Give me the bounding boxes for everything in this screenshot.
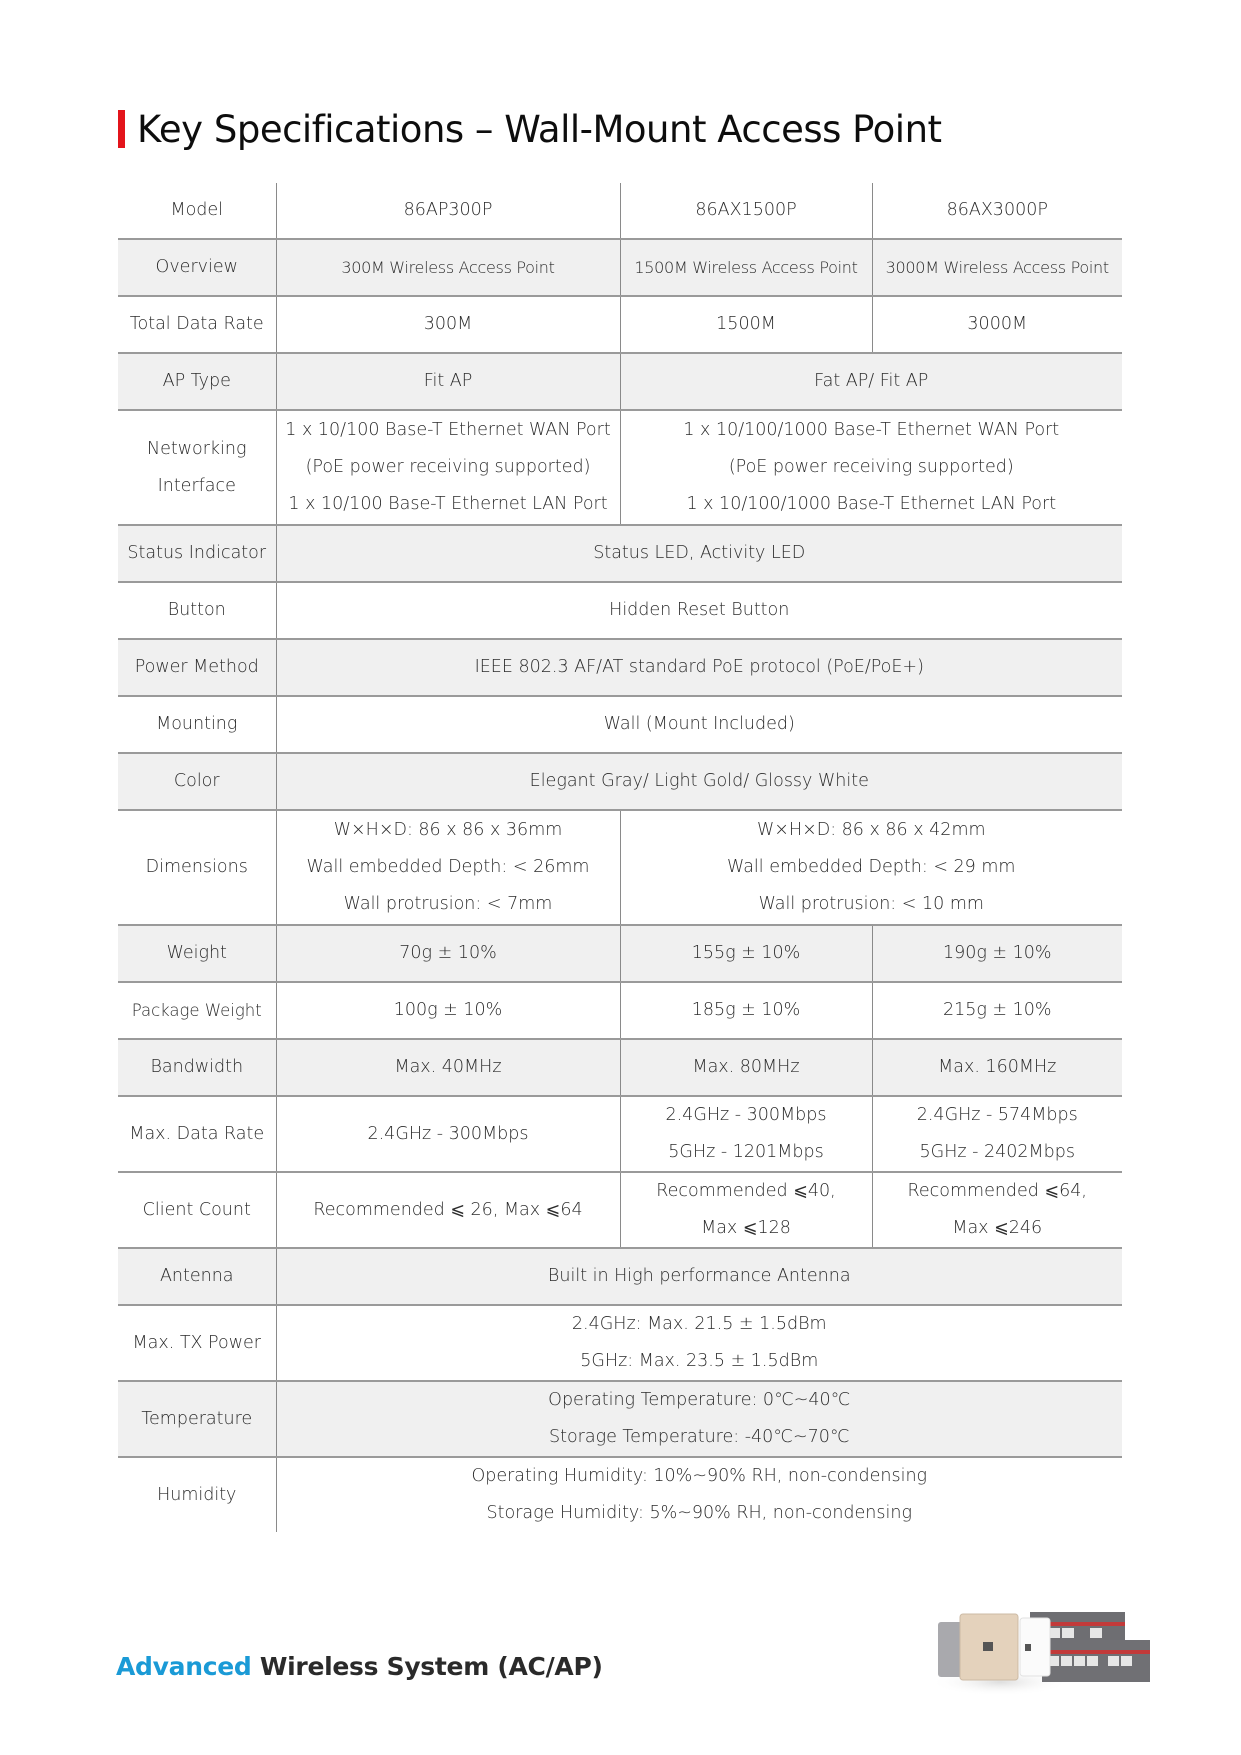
spec-cell: Fat AP/ Fit AP <box>620 353 1122 410</box>
spec-cell: 190g ± 10% <box>872 925 1122 982</box>
spec-line: 1 x 10/100 Base-T Ethernet LAN Port <box>288 494 608 514</box>
spec-cell: 185g ± 10% <box>620 982 872 1039</box>
spec-cell <box>620 1096 872 1172</box>
row-label: Max. TX Power <box>118 1305 276 1381</box>
row-model <box>118 183 1122 239</box>
spec-line: Recommended ⩽40, <box>656 1181 836 1201</box>
spec-cell <box>872 1172 1122 1248</box>
spec-line: Max ⩽246 <box>952 1218 1043 1238</box>
spec-line: Recommended ⩽ 26, Max ⩽64 <box>313 1199 583 1220</box>
row-temperature <box>118 1381 1122 1457</box>
row-networking-interface <box>118 410 1122 525</box>
spec-cell: 300M <box>276 296 620 353</box>
row-label: Model <box>118 183 276 239</box>
row-client-count <box>118 1172 1122 1248</box>
spec-cell <box>276 1457 1122 1532</box>
spec-table <box>118 183 1122 1532</box>
spec-line: W×H×D: 86 x 86 x 36mm <box>333 820 563 840</box>
model-cell: 86AP300P <box>276 183 620 239</box>
row-antenna <box>118 1248 1122 1305</box>
row-label: AP Type <box>118 353 276 410</box>
spec-line: Wall embedded Depth: < 26mm <box>306 857 590 877</box>
spec-cell: IEEE 802.3 AF/AT standard PoE protocol (PoE/PoE+) <box>276 639 1122 696</box>
spec-line: (PoE power receiving supported) <box>728 457 1014 477</box>
page-title: Key Specifications – Wall-Mount Access Point <box>137 107 942 151</box>
spec-line: 5GHz: Max. 23.5 ± 1.5dBm <box>580 1351 819 1371</box>
spec-cell <box>620 410 1122 525</box>
spec-line: Operating Temperature: 0℃~40℃ <box>548 1390 851 1410</box>
row-label: Mounting <box>118 696 276 753</box>
row-label: Total Data Rate <box>118 296 276 353</box>
row-weight <box>118 925 1122 982</box>
row-label: Temperature <box>118 1381 276 1457</box>
row-status-indicator <box>118 525 1122 582</box>
page-heading <box>118 104 942 154</box>
row-label: Color <box>118 753 276 810</box>
row-mounting <box>118 696 1122 753</box>
spec-line: 1 x 10/100 Base-T Ethernet WAN Port <box>285 420 611 440</box>
row-package-weight <box>118 982 1122 1039</box>
row-label: Weight <box>118 925 276 982</box>
model-cell: 86AX3000P <box>872 183 1122 239</box>
spec-line: Recommended ⩽64, <box>907 1181 1087 1201</box>
spec-line: 2.4GHz: Max. 21.5 ± 1.5dBm <box>571 1314 827 1334</box>
spec-line: Wall protrusion: < 10 mm <box>758 894 984 914</box>
spec-cell: Max. 160MHz <box>872 1039 1122 1096</box>
spec-line: (PoE power receiving supported) <box>305 457 591 477</box>
spec-line: 2.4GHz - 300Mbps <box>665 1105 827 1125</box>
spec-cell: Fit AP <box>276 353 620 410</box>
spec-cell: 155g ± 10% <box>620 925 872 982</box>
spec-cell <box>276 1096 620 1172</box>
row-power-method <box>118 639 1122 696</box>
row-humidity <box>118 1457 1122 1532</box>
spec-cell <box>276 1381 1122 1457</box>
title-accent-bar <box>118 110 125 148</box>
spec-cell: Hidden Reset Button <box>276 582 1122 639</box>
row-bandwidth <box>118 1039 1122 1096</box>
spec-cell <box>276 810 620 925</box>
row-label: Package Weight <box>118 982 276 1039</box>
spec-cell: 215g ± 10% <box>872 982 1122 1039</box>
spec-line: Storage Humidity: 5%~90% RH, non-condensing <box>486 1503 912 1523</box>
spec-line: 5GHz - 2402Mbps <box>919 1142 1075 1162</box>
row-label-line: Networking <box>146 438 247 459</box>
spec-cell: 1500M Wireless Access Point <box>620 239 872 296</box>
spec-line: 5GHz - 1201Mbps <box>668 1142 824 1162</box>
row-label: Dimensions <box>118 810 276 925</box>
row-color <box>118 753 1122 810</box>
spec-cell: Max. 40MHz <box>276 1039 620 1096</box>
spec-line: Wall protrusion: < 7mm <box>343 894 553 914</box>
spec-line: 1 x 10/100/1000 Base-T Ethernet LAN Port <box>686 494 1057 514</box>
row-label: Antenna <box>118 1248 276 1305</box>
row-label: Bandwidth <box>118 1039 276 1096</box>
spec-line: 2.4GHz - 300Mbps <box>367 1123 529 1144</box>
spec-line: W×H×D: 86 x 86 x 42mm <box>756 820 986 840</box>
row-label: Status Indicator <box>118 525 276 582</box>
spec-cell: Status LED, Activity LED <box>276 525 1122 582</box>
footer-tagline <box>116 1652 603 1681</box>
row-label: Humidity <box>157 1484 237 1505</box>
row-label: Overview <box>118 239 276 296</box>
spec-cell <box>276 410 620 525</box>
row-button <box>118 582 1122 639</box>
row-dimensions <box>118 810 1122 925</box>
row-max-tx-power <box>118 1305 1122 1381</box>
spec-cell <box>872 1096 1122 1172</box>
product-image <box>930 1600 1150 1700</box>
footer-rest: Wireless System (AC/AP) <box>259 1652 603 1681</box>
row-label: Client Count <box>118 1172 276 1248</box>
spec-cell: Wall (Mount Included) <box>276 696 1122 753</box>
spec-cell <box>276 1172 620 1248</box>
spec-line: Max ⩽128 <box>701 1218 791 1238</box>
spec-cell: Elegant Gray/ Light Gold/ Glossy White <box>276 753 1122 810</box>
row-label-line: Interface <box>157 475 236 496</box>
access-point-icon <box>938 1614 1050 1680</box>
row-total-data-rate <box>118 296 1122 353</box>
row-label: Max. Data Rate <box>118 1096 276 1172</box>
spec-cell <box>620 1172 872 1248</box>
spec-cell: 100g ± 10% <box>276 982 620 1039</box>
spec-line: Operating Humidity: 10%~90% RH, non-condensing <box>471 1466 928 1486</box>
row-ap-type <box>118 353 1122 410</box>
spec-line: Storage Temperature: -40℃~70℃ <box>548 1427 850 1447</box>
spec-line: 1 x 10/100/1000 Base-T Ethernet WAN Port <box>683 420 1060 440</box>
spec-cell: 3000M <box>872 296 1122 353</box>
row-overview <box>118 239 1122 296</box>
spec-cell <box>276 1305 1122 1381</box>
footer-accent-word: Advanced <box>116 1652 252 1681</box>
spec-cell: 3000M Wireless Access Point <box>872 239 1122 296</box>
row-label: Power Method <box>118 639 276 696</box>
row-label <box>118 410 276 525</box>
spec-cell: 70g ± 10% <box>276 925 620 982</box>
spec-line: Wall embedded Depth: < 29 mm <box>727 857 1016 877</box>
model-cell: 86AX1500P <box>620 183 872 239</box>
row-label: Button <box>118 582 276 639</box>
row-max-data-rate <box>118 1096 1122 1172</box>
spec-cell <box>620 810 1122 925</box>
spec-cell: 1500M <box>620 296 872 353</box>
spec-line: 2.4GHz - 574Mbps <box>916 1105 1078 1125</box>
spec-cell: Built in High performance Antenna <box>276 1248 1122 1305</box>
spec-cell: 300M Wireless Access Point <box>276 239 620 296</box>
spec-cell: Max. 80MHz <box>620 1039 872 1096</box>
